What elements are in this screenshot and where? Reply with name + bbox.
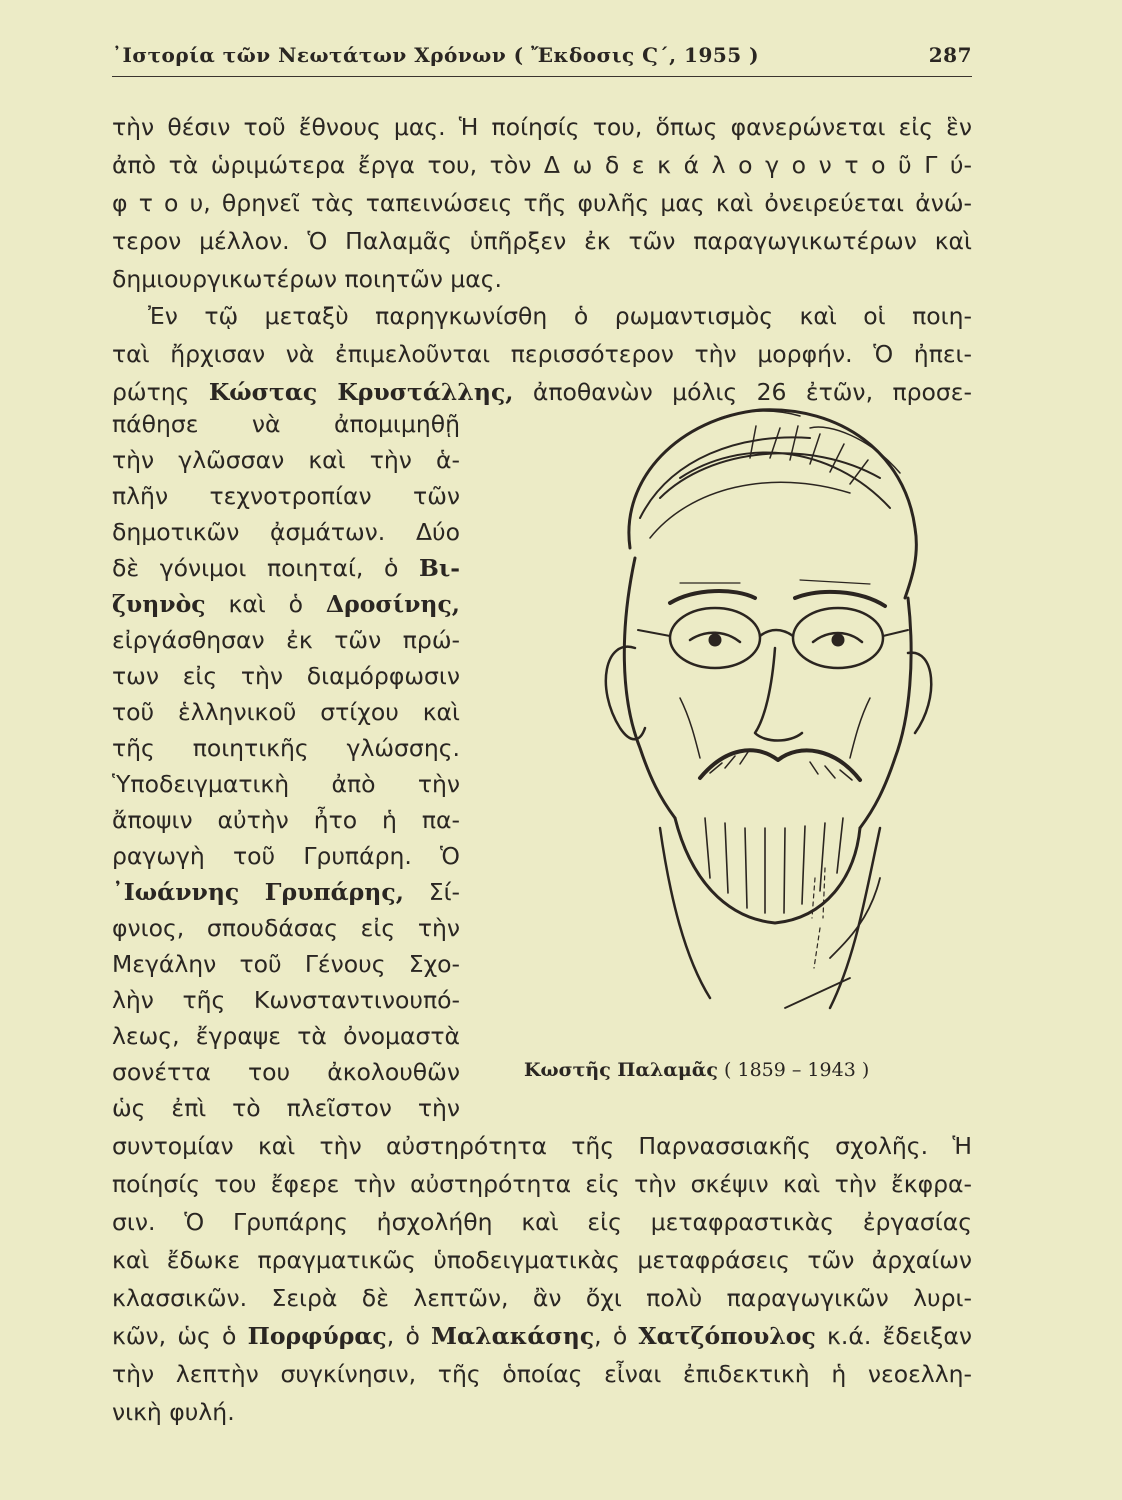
- text-line: [112, 872, 460, 912]
- portrait-illustration: [510, 398, 980, 1048]
- running-title: ᾿Ιστορία τῶν Νεωτάτων Χρόνων ( Ἔκδοσις Ϛ΄, 1955 ): [112, 43, 760, 67]
- text-line: τὴν θέσιν τοῦ ἔθνους μας. Ἡ ποίησίς του, ὅπως φανερώνεται εἰς ἓν: [112, 113, 972, 141]
- person-name: ζυηνὸς: [112, 590, 206, 618]
- text-run: ἀποθανὼν μόλις 26 ἐτῶν, προσε-: [513, 378, 972, 406]
- text-run: Σί-: [403, 878, 460, 906]
- text-line: φ τ ο υ, θρηνεῖ τὰς ταπεινώσεις τῆς φυλῆς μας καὶ ὀνειρεύεται ἀνώ-: [112, 189, 972, 217]
- text-run: δὲ γόνιμοι ποιηταί, ὁ: [112, 554, 419, 582]
- text-line: ταὶ ἤρχισαν νὰ ἐπιμελοῦνται περισσότερον τὴν μορφήν. Ὁ ἠπει-: [112, 340, 972, 368]
- caption-dates: ( 1859 – 1943 ): [718, 1059, 870, 1081]
- page-number: 287: [928, 43, 972, 67]
- person-name: Χατζόπουλος: [638, 1322, 816, 1350]
- text-line: Μεγάλην τοῦ Γένους Σχο-: [112, 950, 460, 978]
- person-name: Πορφύρας: [247, 1322, 387, 1350]
- portrait-caption: [524, 1053, 964, 1087]
- text-line: πλῆν τεχνοτροπίαν τῶν: [112, 482, 460, 510]
- text-line: νικὴ φυλή.: [112, 1398, 235, 1426]
- text-line: δημοτικῶν ᾀσμάτων. Δύο: [112, 518, 460, 546]
- text-line: τῆς ποιητικῆς γλώσσης.: [112, 734, 460, 762]
- text-line: λεως, ἔγραψε τὰ ὀνομαστὰ: [112, 1022, 460, 1050]
- text-line: ἄποψιν αὐτὴν ἦτο ἡ πα-: [112, 806, 460, 834]
- text-line: των εἰς τὴν διαμόρφωσιν: [112, 662, 460, 690]
- text-line: ραγωγὴ τοῦ Γρυπάρη. Ὁ: [112, 842, 460, 870]
- person-name: Κώστας Κρυστάλλης,: [208, 378, 514, 406]
- text-run: , ὁ: [594, 1322, 639, 1350]
- person-name: Δροσίνης,: [325, 590, 460, 618]
- text-line: κλασσικῶν. Σειρὰ δὲ λεπτῶν, ἂν ὄχι πολὺ παραγωγικῶν λυρι-: [112, 1284, 972, 1312]
- text-line: τὴν λεπτὴν συγκίνησιν, τῆς ὁποίας εἶναι ἐπιδεκτικὴ ἡ νεοελλη-: [112, 1360, 972, 1388]
- text-line: τερον μέλλον. Ὁ Παλαμᾶς ὑπῆρξεν ἐκ τῶν παραγωγικωτέρων καὶ: [112, 227, 972, 255]
- text-line: λὴν τῆς Κωνσταντινουπό-: [112, 986, 460, 1014]
- text-line: πάθησε νὰ ἀπομιμηθῇ: [112, 410, 460, 438]
- text-line: [112, 584, 460, 624]
- text-line: Ἐν τῷ μεταξὺ παρηγκωνίσθη ὁ ρωμαντισμὸς καὶ οἱ ποιη-: [148, 302, 972, 330]
- person-name: ᾿Ιωάννης Γρυπάρης,: [112, 878, 404, 906]
- text-run: καὶ ὁ: [205, 590, 326, 618]
- person-name: Μαλακάσης: [431, 1322, 595, 1350]
- text-line: ὡς ἐπὶ τὸ πλεῖστον τὴν: [112, 1094, 460, 1122]
- text-line: εἰργάσθησαν ἐκ τῶν πρώ-: [112, 626, 460, 654]
- text-line: σιν. Ὁ Γρυπάρης ἠσχολήθη καὶ εἰς μεταφραστικὰς ἐργασίας: [112, 1208, 972, 1236]
- text-run: κ.ά. ἔδειξαν: [815, 1322, 972, 1350]
- text-line: Ὑποδειγματικὴ ἀπὸ τὴν: [112, 770, 460, 798]
- text-line: καὶ ἔδωκε πραγματικῶς ὑποδειγματικὰς μεταφράσεις τῶν ἀρχαίων: [112, 1246, 972, 1274]
- text-line: ἀπὸ τὰ ὡριμώτερα ἔργα του, τὸν Δ ω δ ε κ ά λ ο γ ο ν τ ο ῦ Γ ύ-: [112, 151, 972, 179]
- text-line: φνιος, σπουδάσας εἰς τὴν: [112, 914, 460, 942]
- text-line: [112, 548, 460, 588]
- text-run: , ὁ: [386, 1322, 432, 1350]
- text-line: τὴν γλῶσσαν καὶ τὴν ἁ-: [112, 446, 460, 474]
- person-name: Βι-: [419, 554, 460, 582]
- running-head: [112, 38, 972, 72]
- text-line: [112, 1316, 972, 1356]
- text-line: συντομίαν καὶ τὴν αὐστηρότητα τῆς Παρνασσιακῆς σχολῆς. Ἡ: [112, 1132, 972, 1160]
- text-line: δημιουργικωτέρων ποιητῶν μας.: [112, 265, 502, 293]
- text-line: τοῦ ἑλληνικοῦ στίχου καὶ: [112, 698, 460, 726]
- text-run: ρώτης: [112, 378, 209, 406]
- caption-name: Κωστῆς Παλαμᾶς: [524, 1059, 718, 1081]
- text-run: κῶν, ὡς ὁ: [112, 1322, 248, 1350]
- text-line: ποίησίς του ἔφερε τὴν αὐστηρότητα εἰς τὴν σκέψιν καὶ τὴν ἔκφρα-: [112, 1170, 972, 1198]
- text-line: σονέττα του ἀκολουθῶν: [112, 1058, 460, 1086]
- header-rule: [112, 76, 972, 77]
